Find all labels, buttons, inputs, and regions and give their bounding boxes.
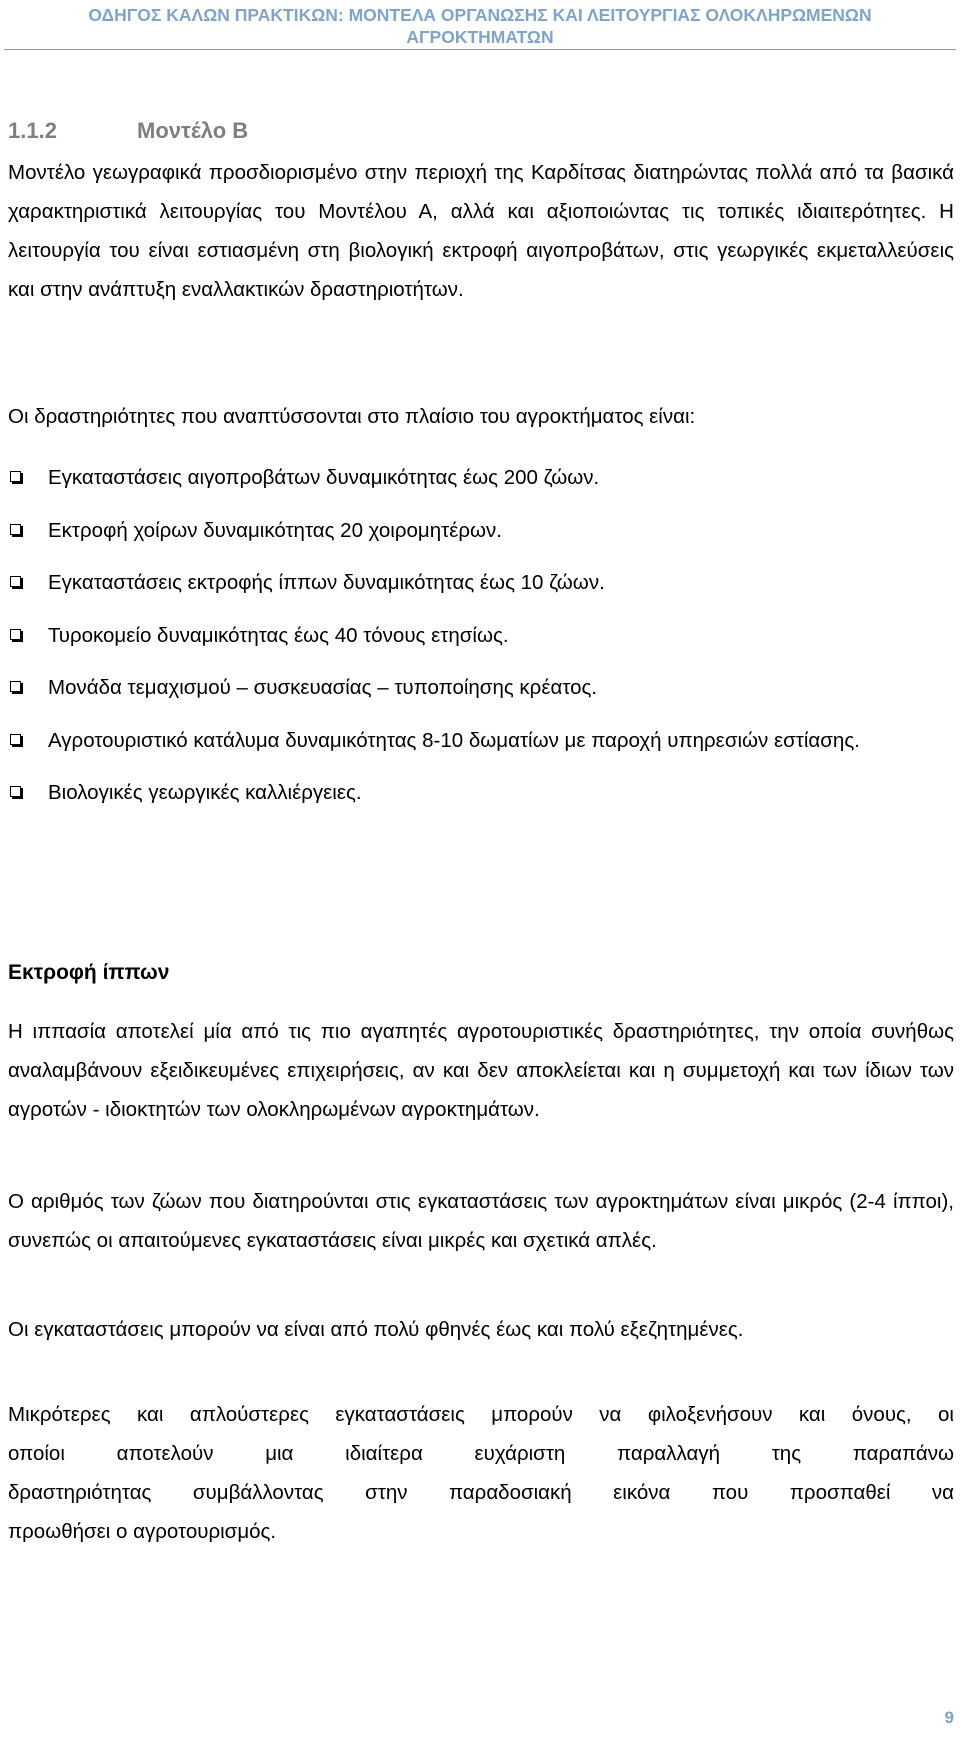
intro-paragraph: Μοντέλο γεωγραφικά προσδιορισμένο στην περιοχή της Καρδίτσας διατηρώντας πολλά από τα βασικά χαρακτηριστικά λειτουργίας του Μοντέλου Α, αλλά και αξιοποιώντας τις τοπικές ιδιαιτερότητες. Η λειτουργία του είναι εστιασμένη στη βιολογική εκτροφή αιγοπροβάτων, στις γεωργικές εκμεταλλεύσεις και στην ανάπτυξη εναλλακτικών δραστηριοτήτων. (8, 161, 954, 301)
list-item-text: Εγκαταστάσεις εκτροφής ίππων δυναμικότητας έως 10 ζώων. (48, 571, 605, 594)
horse-paragraph-1: Η ιππασία αποτελεί μία από τις πιο αγαπητές αγροτουριστικές δραστηριότητες, την οποία συνήθως αναλαμβάνουν εξειδικευμένες επιχειρήσεις, αν και δεν αποκλείεται και η συμμετοχή και των ίδιων των αγροτών - ιδιοκτητών των ολοκληρωμένων αγροκτημάτων. (8, 1020, 954, 1121)
page-number: 9 (944, 1708, 954, 1727)
running-header-line-1: ΟΔΗΓΟΣ ΚΑΛΩΝ ΠΡΑΚΤΙΚΩΝ: ΜΟΝΤΕΛΑ ΟΡΓΑΝΩΣΗΣ ΚΑΙ ΛΕΙΤΟΥΡΓΙΑΣ ΟΛΟΚΛΗΡΩΜΕΝΩΝ (88, 5, 872, 25)
list-item (8, 616, 954, 655)
list-item (8, 511, 954, 550)
section-title: Μοντέλο Β (137, 118, 249, 143)
checkbox-bullet-icon (10, 681, 21, 692)
activities-list (8, 458, 954, 826)
checkbox-bullet-icon (10, 471, 21, 482)
paragraph-line: δραστηριότητας συμβάλλοντας στην παραδοσιακή εικόνα που προσπαθεί να (8, 1481, 954, 1504)
checkbox-bullet-icon (10, 524, 21, 535)
list-item-text: Εγκαταστάσεις αιγοπροβάτων δυναμικότητας έως 200 ζώων. (48, 466, 600, 489)
checkbox-bullet-icon (10, 629, 21, 640)
horse-paragraph-3: Οι εγκαταστάσεις μπορούν να είναι από πολύ φθηνές έως και πολύ εξεζητημένες. (8, 1318, 744, 1341)
section-number: 1.1.2 (8, 118, 57, 143)
checkbox-bullet-icon (10, 786, 21, 797)
list-item (8, 721, 954, 760)
activities-intro: Οι δραστηριότητες που αναπτύσσονται στο πλαίσιο του αγροκτήματος είναι: (8, 405, 696, 428)
list-item-text: Βιολογικές γεωργικές καλλιέργειες. (48, 781, 362, 804)
paragraph-line: Μικρότερες και απλούστερες εγκαταστάσεις μπορούν να φιλοξενήσουν και όνους, οι (8, 1403, 954, 1426)
list-item (8, 563, 954, 602)
list-item-text: Εκτροφή χοίρων δυναμικότητας 20 χοιρομητέρων. (48, 518, 502, 542)
running-header-line-2: ΑΓΡΟΚΤΗΜΑΤΩΝ (406, 27, 554, 47)
list-item-text: Τυροκομείο δυναμικότητας έως 40 τόνους ετησίως. (48, 623, 509, 647)
list-item (8, 458, 954, 497)
paragraph-line: οποίοι αποτελούν μια ιδιαίτερα ευχάριστη παραλλαγή της παραπάνω (8, 1442, 954, 1465)
horse-paragraph-4 (8, 1395, 954, 1551)
checkbox-bullet-icon (10, 576, 21, 587)
list-item (8, 773, 954, 812)
list-item (8, 668, 954, 707)
paragraph-line: προωθήσει ο αγροτουρισμός. (8, 1520, 277, 1543)
checkbox-bullet-icon (10, 734, 21, 745)
list-item-text: Μονάδα τεμαχισμού – συσκευασίας – τυποποίησης κρέατος. (48, 676, 598, 699)
list-item-text: Αγροτουριστικό κατάλυμα δυναμικότητας 8-10 δωματίων με παροχή υπηρεσιών εστίασης. (48, 728, 860, 752)
horse-paragraph-2: Ο αριθμός των ζώων που διατηρούνται στις εγκαταστάσεις των αγροκτημάτων είναι μικρός (2-4 ίπποι), συνεπώς οι απαιτούμενες εγκαταστάσεις είναι μικρές και σχετικά απλές. (8, 1190, 954, 1252)
header-divider (4, 49, 956, 50)
section-heading (8, 118, 248, 144)
document-running-header (0, 4, 960, 48)
horse-breeding-heading: Εκτροφή ίππων (8, 961, 170, 984)
